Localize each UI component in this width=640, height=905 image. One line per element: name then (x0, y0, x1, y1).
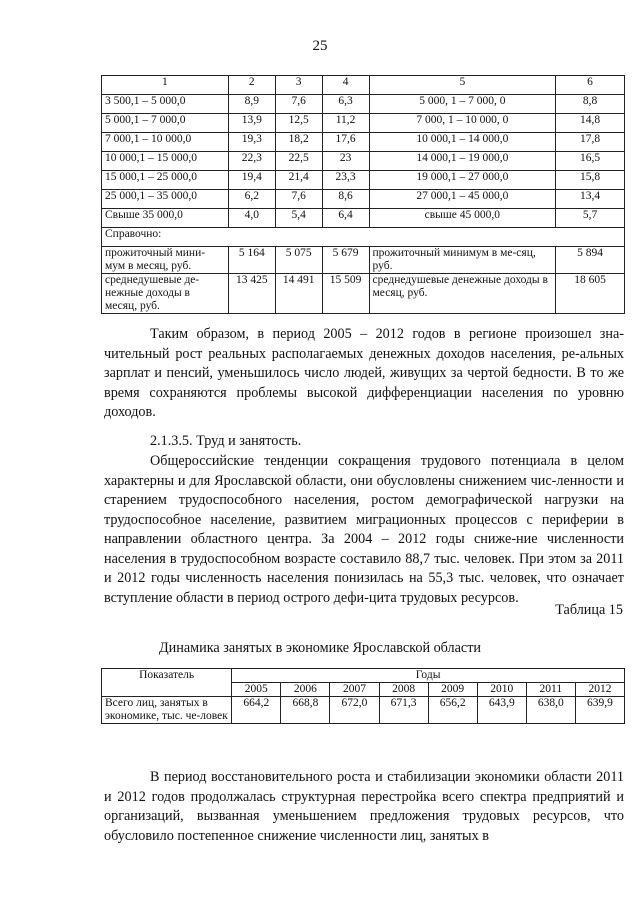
table-cell: 3 500,1 – 5 000,0 (102, 95, 229, 114)
table-cell: 21,4 (275, 171, 322, 190)
year-cell: 2011 (526, 683, 575, 697)
table-cell: 6,4 (322, 209, 369, 228)
table-cell: 19 000,1 – 27 000,0 (369, 171, 556, 190)
table-cell: 14,8 (556, 114, 625, 133)
years-header: Годы (232, 669, 625, 683)
table-cell: 15 000,1 – 25 000,0 (102, 171, 229, 190)
value-cell: 664,2 (232, 697, 281, 724)
table-row (102, 697, 625, 724)
year-cell: 2007 (330, 683, 379, 697)
table-cell: 19,4 (228, 171, 275, 190)
table-row (102, 190, 625, 209)
table-cell: 23,3 (322, 171, 369, 190)
employment-table (101, 668, 625, 724)
paragraph-labor: Общероссийские тенденции сокращения трудового потенциала в целом характерны и для Ярославской области, они обусловлены снижением чис-ленности и старением трудоспособного населения, ростом демографической нагрузки на трудоспособное население, развитием миграционных процессов с периферии в направлении областного центра. За 2004 – 2012 годы сниже-ние численности населения в трудоспособном возрасте составило 88,7 тыс. человек. При этом за 2011 и 2012 годы численность населения понизилась на 55,3 тыс. человек, что означает вступление области в период острого дефи-цита трудовых ресурсов. (104, 453, 624, 606)
paragraph-restructuring: В период восстановительного роста и стабилизации экономики области 2011 и 2012 годов продолжалась структурная перестройка всего спектра предприятий и организаций, вызванная уменьшением предложения трудовых ресурсов, что обусловило постепенное снижение численности лиц, занятых в (104, 769, 624, 844)
income-distribution-table (101, 75, 625, 314)
table-cell: 22,3 (228, 152, 275, 171)
table-cell: 13,4 (556, 190, 625, 209)
year-cell: 2008 (379, 683, 428, 697)
table-cell: 3 (275, 76, 322, 95)
table-header-row (102, 76, 625, 95)
table-cell: 15 509 (322, 274, 369, 314)
table-cell: 5 164 (228, 247, 275, 274)
table-cell: 22,5 (275, 152, 322, 171)
value-cell: 672,0 (330, 697, 379, 724)
table-cell: 4 (322, 76, 369, 95)
table-cell: 5 679 (322, 247, 369, 274)
table-cell: 7,6 (275, 95, 322, 114)
table-cell: 8,9 (228, 95, 275, 114)
table-cell: 13,9 (228, 114, 275, 133)
table-row (102, 133, 625, 152)
table-row (102, 209, 625, 228)
table-cell: 5 (369, 76, 556, 95)
table-cell: 14 491 (275, 274, 322, 314)
table-cell: среднедушевые де-нежные доходы в месяц, руб. (102, 274, 229, 314)
table-cell: 5 000, 1 – 7 000, 0 (369, 95, 556, 114)
table-cell: 11,2 (322, 114, 369, 133)
table-row (102, 114, 625, 133)
table-cell: 5 000,1 – 7 000,0 (102, 114, 229, 133)
paragraph-income-summary: Таким образом, в период 2005 – 2012 годов в регионе произошел зна-чительный рост реальных располагаемых денежных доходов населения, ре-альных зарплат и пенсий, уменьшилось число людей, живущих за чертой бедности. В то же время сохраняются проблемы высокой дифференциации населения по уровню доходов. (104, 326, 624, 420)
table-cell: 18,2 (275, 133, 322, 152)
table-header-row (102, 669, 625, 683)
table-cell: 10 000,1 – 14 000,0 (369, 133, 556, 152)
table-title: Динамика занятых в экономике Ярославской области (158, 640, 482, 656)
table-cell: 7 000,1 – 10 000,0 (102, 133, 229, 152)
table-cell: 6,2 (228, 190, 275, 209)
table-cell: 5,4 (275, 209, 322, 228)
income-table-body (102, 76, 625, 314)
table-cell: 1 (102, 76, 229, 95)
table-cell: прожиточный мини-мум в месяц, руб. (102, 247, 229, 274)
table-cell: 7,6 (275, 190, 322, 209)
table-cell: 25 000,1 – 35 000,0 (102, 190, 229, 209)
table-cell: 19,3 (228, 133, 275, 152)
table-row-income (102, 274, 625, 314)
reference-label: Справочно: (102, 228, 625, 247)
table-cell: 6 (556, 76, 625, 95)
year-cell: 2009 (428, 683, 477, 697)
table-cell: 8,6 (322, 190, 369, 209)
table-row (102, 152, 625, 171)
year-cell: 2005 (232, 683, 281, 697)
value-cell: 668,8 (281, 697, 330, 724)
table-row-reference (102, 228, 625, 247)
table-cell: свыше 45 000,0 (369, 209, 556, 228)
year-cell: 2006 (281, 683, 330, 697)
value-cell: 638,0 (526, 697, 575, 724)
value-cell: 671,3 (379, 697, 428, 724)
table-cell: 18 605 (556, 274, 625, 314)
table-cell: среднедушевые денежные доходы в месяц, руб. (369, 274, 556, 314)
table-cell: 17,8 (556, 133, 625, 152)
table-cell: 5 075 (275, 247, 322, 274)
table-cell: 8,8 (556, 95, 625, 114)
table-row (102, 95, 625, 114)
table-cell: 12,5 (275, 114, 322, 133)
table-cell: 6,3 (322, 95, 369, 114)
table-cell: 7 000, 1 – 10 000, 0 (369, 114, 556, 133)
table-cell: 15,8 (556, 171, 625, 190)
table-cell: 2 (228, 76, 275, 95)
year-cell: 2012 (575, 683, 624, 697)
table-cell: 23 (322, 152, 369, 171)
table-cell: 4,0 (228, 209, 275, 228)
table-cell: 10 000,1 – 15 000,0 (102, 152, 229, 171)
employment-table-body (102, 669, 625, 724)
table-cell: 5 894 (556, 247, 625, 274)
table-row-subsistence (102, 247, 625, 274)
table-row (102, 171, 625, 190)
table-cell: 27 000,1 – 45 000,0 (369, 190, 556, 209)
table-cell: прожиточный минимум в ме-сяц, руб. (369, 247, 556, 274)
table-cell: Свыше 35 000,0 (102, 209, 229, 228)
indicator-header: Показатель (102, 669, 232, 697)
value-cell: 656,2 (428, 697, 477, 724)
value-cell: 639,9 (575, 697, 624, 724)
year-cell: 2010 (477, 683, 526, 697)
section-heading: 2.1.3.5. Труд и занятость. (150, 433, 302, 449)
row-label: Всего лиц, занятых в экономике, тыс. че-ловек (102, 697, 232, 724)
table-number-label: Таблица 15 (555, 602, 623, 618)
table-cell: 5,7 (556, 209, 625, 228)
value-cell: 643,9 (477, 697, 526, 724)
page-number: 25 (312, 38, 328, 54)
table-cell: 14 000,1 – 19 000,0 (369, 152, 556, 171)
table-cell: 17,6 (322, 133, 369, 152)
table-cell: 16,5 (556, 152, 625, 171)
table-cell: 13 425 (228, 274, 275, 314)
